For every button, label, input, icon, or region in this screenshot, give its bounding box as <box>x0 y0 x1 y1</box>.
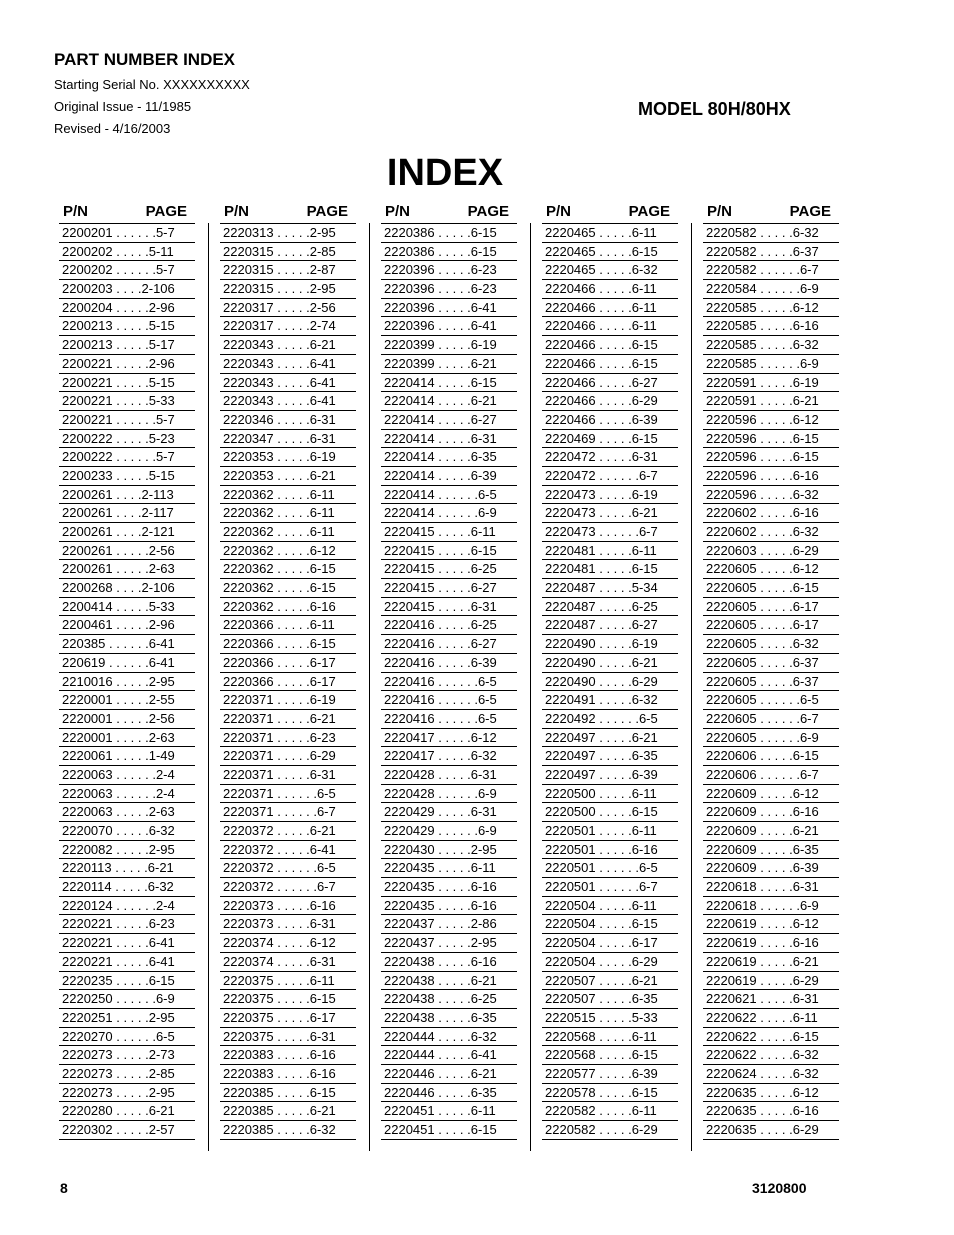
index-entry: 2220343 . . . . .6-41 <box>220 355 356 374</box>
index-entry: 2220635 . . . . .6-12 <box>703 1084 839 1103</box>
index-entry: 2220490 . . . . .6-19 <box>542 635 678 654</box>
index-list <box>542 223 678 1140</box>
index-entry: 2220416 . . . . .6-25 <box>381 616 517 635</box>
index-entry: 2220371 . . . . .6-29 <box>220 747 356 766</box>
index-entry: 2220568 . . . . .6-11 <box>542 1028 678 1047</box>
index-entry: 2220609 . . . . .6-35 <box>703 841 839 860</box>
page-header: PAGE <box>467 203 509 220</box>
index-entry: 2220353 . . . . .6-19 <box>220 448 356 467</box>
index-entry: 2220371 . . . . .6-31 <box>220 766 356 785</box>
index-entry: 2220415 . . . . .6-15 <box>381 542 517 561</box>
index-entry: 2220417 . . . . .6-32 <box>381 747 517 766</box>
index-entry: 2220414 . . . . .6-39 <box>381 467 517 486</box>
index-entry: 2220415 . . . . .6-11 <box>381 523 517 542</box>
index-entry: 2220466 . . . . .6-15 <box>542 355 678 374</box>
index-entry: 2220487 . . . . .6-27 <box>542 616 678 635</box>
index-entry: 2220605 . . . . . .6-9 <box>703 729 839 748</box>
index-entry: 2200261 . . . .2-121 <box>59 523 195 542</box>
index-entry: 2220414 . . . . .6-21 <box>381 392 517 411</box>
index-entry: 2220469 . . . . .6-15 <box>542 430 678 449</box>
index-entry: 2220302 . . . . .2-57 <box>59 1121 195 1140</box>
index-entry: 2220416 . . . . . .6-5 <box>381 673 517 692</box>
index-entry: 2220466 . . . . .6-29 <box>542 392 678 411</box>
index-entry: 2220490 . . . . .6-21 <box>542 654 678 673</box>
index-entry: 2200203 . . . .2-106 <box>59 280 195 299</box>
index-entry: 2220624 . . . . .6-32 <box>703 1065 839 1084</box>
index-entry: 2220347 . . . . .6-31 <box>220 430 356 449</box>
index-entry: 2220585 . . . . .6-12 <box>703 299 839 318</box>
index-entry: 2200202 . . . . .5-11 <box>59 243 195 262</box>
index-entry: 2220396 . . . . .6-23 <box>381 261 517 280</box>
index-entry: 2220385 . . . . .6-15 <box>220 1084 356 1103</box>
index-entry: 2220414 . . . . . .6-9 <box>381 504 517 523</box>
index-entry: 2220473 . . . . .6-19 <box>542 486 678 505</box>
index-entry: 2220001 . . . . .2-56 <box>59 710 195 729</box>
index-entry: 2220385 . . . . .6-32 <box>220 1121 356 1140</box>
index-entry: 2220605 . . . . .6-12 <box>703 560 839 579</box>
index-entry: 2220618 . . . . . .6-9 <box>703 897 839 916</box>
index-entry: 2220416 . . . . . .6-5 <box>381 710 517 729</box>
index-entry: 2220375 . . . . .6-11 <box>220 972 356 991</box>
index-entry: 2220466 . . . . .6-27 <box>542 374 678 393</box>
index-entry: 2220396 . . . . .6-41 <box>381 299 517 318</box>
index-entry: 2200461 . . . . .2-96 <box>59 616 195 635</box>
index-entry: 2220383 . . . . .6-16 <box>220 1065 356 1084</box>
index-entry: 2220591 . . . . .6-19 <box>703 374 839 393</box>
column-header <box>542 203 678 221</box>
index-entry: 2200233 . . . . .5-15 <box>59 467 195 486</box>
index-entry: 2220605 . . . . .6-15 <box>703 579 839 598</box>
index-entry: 2220582 . . . . .6-29 <box>542 1121 678 1140</box>
index-entry: 2220070 . . . . .6-32 <box>59 822 195 841</box>
index-entry: 2220507 . . . . .6-21 <box>542 972 678 991</box>
index-entry: 2220082 . . . . .2-95 <box>59 841 195 860</box>
index-entry: 2200222 . . . . . .5-7 <box>59 448 195 467</box>
index-entry: 2220063 . . . . .2-63 <box>59 803 195 822</box>
column-header <box>381 203 517 221</box>
index-entry: 2220487 . . . . .5-34 <box>542 579 678 598</box>
index-entry: 2200221 . . . . .5-33 <box>59 392 195 411</box>
index-entry: 2220622 . . . . .6-11 <box>703 1009 839 1028</box>
index-entry: 2220451 . . . . .6-15 <box>381 1121 517 1140</box>
index-entry: 2220605 . . . . . .6-7 <box>703 710 839 729</box>
index-entry: 2220465 . . . . .6-15 <box>542 243 678 262</box>
index-entry: 2220061 . . . . .1-49 <box>59 747 195 766</box>
index-entry: 2200414 . . . . .5-33 <box>59 598 195 617</box>
index-entry: 2220602 . . . . .6-16 <box>703 504 839 523</box>
index-entry: 2220113 . . . . .6-21 <box>59 859 195 878</box>
index-entry: 2220374 . . . . .6-31 <box>220 953 356 972</box>
index-entry: 2220444 . . . . .6-32 <box>381 1028 517 1047</box>
index-entry: 2220466 . . . . .6-15 <box>542 336 678 355</box>
index-entry: 2220504 . . . . .6-17 <box>542 934 678 953</box>
index-list <box>703 223 839 1140</box>
index-entry: 2220372 . . . . .6-21 <box>220 822 356 841</box>
index-entry: 2220472 . . . . .6-31 <box>542 448 678 467</box>
index-entry: 2220396 . . . . .6-23 <box>381 280 517 299</box>
index-entry: 2220428 . . . . .6-31 <box>381 766 517 785</box>
index-entry: 2220362 . . . . .6-16 <box>220 598 356 617</box>
index-entry: 2220487 . . . . .6-25 <box>542 598 678 617</box>
index-entry: 2220466 . . . . .6-11 <box>542 299 678 318</box>
index-list <box>59 223 195 1140</box>
index-entry: 2220417 . . . . .6-12 <box>381 729 517 748</box>
index-entry: 2220438 . . . . .6-21 <box>381 972 517 991</box>
index-entry: 2220438 . . . . .6-35 <box>381 1009 517 1028</box>
index-entry: 2220414 . . . . .6-27 <box>381 411 517 430</box>
index-column-5 <box>703 203 839 1151</box>
page-number: 8 <box>60 1180 68 1196</box>
index-entry: 2220063 . . . . . .2-4 <box>59 785 195 804</box>
index-entry: 2200213 . . . . .5-15 <box>59 317 195 336</box>
index-entry: 2220346 . . . . .6-31 <box>220 411 356 430</box>
index-entry: 2220605 . . . . . .6-5 <box>703 691 839 710</box>
index-entry: 2220375 . . . . .6-31 <box>220 1028 356 1047</box>
index-entry: 2220416 . . . . . .6-5 <box>381 691 517 710</box>
index-entry: 2220584 . . . . . .6-9 <box>703 280 839 299</box>
index-entry: 2220596 . . . . .6-32 <box>703 486 839 505</box>
index-entry: 2220280 . . . . .6-21 <box>59 1102 195 1121</box>
index-entry: 2220605 . . . . .6-37 <box>703 673 839 692</box>
index-entry: 2220235 . . . . .6-15 <box>59 972 195 991</box>
index-entry: 2200213 . . . . .5-17 <box>59 336 195 355</box>
index-entry: 2220466 . . . . .6-11 <box>542 280 678 299</box>
index-entry: 2220273 . . . . .2-95 <box>59 1084 195 1103</box>
revised-date-line: Revised - 4/16/2003 <box>54 121 171 136</box>
index-entry: 2220619 . . . . .6-12 <box>703 915 839 934</box>
page-header: PAGE <box>306 203 348 220</box>
index-entry: 2220353 . . . . .6-21 <box>220 467 356 486</box>
index-entry: 2220270 . . . . . .6-5 <box>59 1028 195 1047</box>
index-list <box>381 223 517 1140</box>
index-entry: 2220491 . . . . .6-32 <box>542 691 678 710</box>
index-entry: 2220250 . . . . . .6-9 <box>59 990 195 1009</box>
index-entry: 2200221 . . . . . .5-7 <box>59 411 195 430</box>
pn-header: P/N <box>546 203 572 220</box>
index-entry: 2220375 . . . . .6-15 <box>220 990 356 1009</box>
index-column-2 <box>220 203 356 1151</box>
index-entry: 2220435 . . . . .6-11 <box>381 859 517 878</box>
index-entry: 2220415 . . . . .6-27 <box>381 579 517 598</box>
index-entry: 2220429 . . . . .6-31 <box>381 803 517 822</box>
pn-header: P/N <box>224 203 250 220</box>
index-entry: 2220507 . . . . .6-35 <box>542 990 678 1009</box>
index-entry: 2220414 . . . . .6-35 <box>381 448 517 467</box>
index-column-1 <box>59 203 195 1151</box>
index-entry: 2220372 . . . . . .6-5 <box>220 859 356 878</box>
index-entry: 2220500 . . . . .6-15 <box>542 803 678 822</box>
pn-header: P/N <box>63 203 89 220</box>
index-entry: 2220501 . . . . . .6-7 <box>542 878 678 897</box>
column-header <box>220 203 356 221</box>
index-list <box>220 223 356 1140</box>
index-entry: 2220435 . . . . .6-16 <box>381 897 517 916</box>
index-entry: 2210016 . . . . .2-95 <box>59 673 195 692</box>
index-entry: 2220606 . . . . .6-15 <box>703 747 839 766</box>
index-entry: 2200261 . . . . .2-63 <box>59 560 195 579</box>
index-entry: 2220317 . . . . .2-56 <box>220 299 356 318</box>
index-entry: 2220373 . . . . .6-16 <box>220 897 356 916</box>
index-entry: 2220501 . . . . .6-16 <box>542 841 678 860</box>
index-entry: 2220481 . . . . .6-15 <box>542 560 678 579</box>
index-entry: 2220622 . . . . .6-32 <box>703 1046 839 1065</box>
index-entry: 2200202 . . . . . .5-7 <box>59 261 195 280</box>
index-entry: 2220466 . . . . .6-11 <box>542 317 678 336</box>
index-entry: 2220497 . . . . .6-35 <box>542 747 678 766</box>
index-entry: 2220585 . . . . .6-32 <box>703 336 839 355</box>
index-entry: 2220622 . . . . .6-15 <box>703 1028 839 1047</box>
index-entry: 2220446 . . . . .6-21 <box>381 1065 517 1084</box>
index-entry: 2220582 . . . . . .6-7 <box>703 261 839 280</box>
index-entry: 2220444 . . . . .6-41 <box>381 1046 517 1065</box>
index-entry: 2220582 . . . . .6-11 <box>542 1102 678 1121</box>
page-header: PAGE <box>145 203 187 220</box>
index-entry: 2220437 . . . . .2-95 <box>381 934 517 953</box>
index-entry: 2220313 . . . . .2-95 <box>220 224 356 243</box>
index-entry: 2220609 . . . . .6-12 <box>703 785 839 804</box>
index-entry: 2220501 . . . . .6-11 <box>542 822 678 841</box>
index-entry: 2220414 . . . . .6-15 <box>381 374 517 393</box>
index-entry: 2220619 . . . . .6-16 <box>703 934 839 953</box>
index-entry: 2220490 . . . . .6-29 <box>542 673 678 692</box>
index-entry: 2200222 . . . . .5-23 <box>59 430 195 449</box>
index-columns <box>59 203 849 1151</box>
index-entry: 2220635 . . . . .6-16 <box>703 1102 839 1121</box>
index-entry: 2220465 . . . . .6-32 <box>542 261 678 280</box>
index-entry: 2220582 . . . . .6-37 <box>703 243 839 262</box>
index-entry: 2220515 . . . . .5-33 <box>542 1009 678 1028</box>
index-entry: 2220472 . . . . . .6-7 <box>542 467 678 486</box>
index-entry: 2220603 . . . . .6-29 <box>703 542 839 561</box>
index-entry: 2220383 . . . . .6-16 <box>220 1046 356 1065</box>
index-entry: 2220619 . . . . .6-21 <box>703 953 839 972</box>
index-entry: 2220602 . . . . .6-32 <box>703 523 839 542</box>
index-entry: 2220596 . . . . .6-15 <box>703 448 839 467</box>
index-entry: 2220396 . . . . .6-41 <box>381 317 517 336</box>
index-entry: 2220366 . . . . .6-15 <box>220 635 356 654</box>
index-entry: 2220221 . . . . .6-41 <box>59 953 195 972</box>
index-entry: 2220438 . . . . .6-16 <box>381 953 517 972</box>
index-entry: 2220371 . . . . . .6-5 <box>220 785 356 804</box>
index-entry: 2220415 . . . . .6-31 <box>381 598 517 617</box>
index-entry: 2220415 . . . . .6-25 <box>381 560 517 579</box>
index-entry: 2220605 . . . . .6-32 <box>703 635 839 654</box>
index-entry: 2220414 . . . . .6-31 <box>381 430 517 449</box>
index-entry: 2220063 . . . . . .2-4 <box>59 766 195 785</box>
index-entry: 2220596 . . . . .6-16 <box>703 467 839 486</box>
index-entry: 2200261 . . . .2-117 <box>59 504 195 523</box>
index-entry: 2220446 . . . . .6-35 <box>381 1084 517 1103</box>
index-entry: 2220577 . . . . .6-39 <box>542 1065 678 1084</box>
index-entry: 2220504 . . . . .6-15 <box>542 915 678 934</box>
serial-number-line: Starting Serial No. XXXXXXXXXX <box>54 77 250 92</box>
index-entry: 2220124 . . . . . .2-4 <box>59 897 195 916</box>
index-entry: 2220399 . . . . .6-19 <box>381 336 517 355</box>
index-entry: 2220251 . . . . .2-95 <box>59 1009 195 1028</box>
index-entry: 2220435 . . . . .6-16 <box>381 878 517 897</box>
index-entry: 2220001 . . . . .2-63 <box>59 729 195 748</box>
index-entry: 2220372 . . . . . .6-7 <box>220 878 356 897</box>
index-entry: 2220273 . . . . .2-73 <box>59 1046 195 1065</box>
index-entry: 2220430 . . . . .2-95 <box>381 841 517 860</box>
index-entry: 2220596 . . . . .6-15 <box>703 430 839 449</box>
pn-header: P/N <box>385 203 411 220</box>
index-entry: 2200221 . . . . .2-96 <box>59 355 195 374</box>
index-entry: 2220585 . . . . . .6-9 <box>703 355 839 374</box>
index-entry: 2220372 . . . . .6-41 <box>220 841 356 860</box>
index-entry: 2220465 . . . . .6-11 <box>542 224 678 243</box>
index-entry: 2220317 . . . . .2-74 <box>220 317 356 336</box>
index-entry: 2220504 . . . . .6-29 <box>542 953 678 972</box>
index-entry: 2220416 . . . . .6-39 <box>381 654 517 673</box>
index-entry: 2220428 . . . . . .6-9 <box>381 785 517 804</box>
index-entry: 2220568 . . . . .6-15 <box>542 1046 678 1065</box>
index-entry: 2220578 . . . . .6-15 <box>542 1084 678 1103</box>
index-entry: 2220618 . . . . .6-31 <box>703 878 839 897</box>
document-title: PART NUMBER INDEX <box>54 50 236 69</box>
index-entry: 2200201 . . . . . .5-7 <box>59 224 195 243</box>
index-entry: 2220609 . . . . .6-16 <box>703 803 839 822</box>
index-entry: 2220114 . . . . .6-32 <box>59 878 195 897</box>
index-entry: 2220343 . . . . .6-41 <box>220 374 356 393</box>
index-entry: 2220343 . . . . .6-41 <box>220 392 356 411</box>
index-entry: 2220315 . . . . .2-85 <box>220 243 356 262</box>
index-entry: 2220497 . . . . .6-39 <box>542 766 678 785</box>
index-entry: 2220315 . . . . .2-95 <box>220 280 356 299</box>
page-header: PAGE <box>789 203 831 220</box>
index-entry: 2220221 . . . . .6-41 <box>59 934 195 953</box>
index-entry: 2220605 . . . . .6-37 <box>703 654 839 673</box>
index-entry: 2220343 . . . . .6-21 <box>220 336 356 355</box>
index-entry: 220385 . . . . . .6-41 <box>59 635 195 654</box>
index-entry: 2220362 . . . . .6-11 <box>220 504 356 523</box>
index-entry: 2220373 . . . . .6-31 <box>220 915 356 934</box>
index-entry: 220619 . . . . . .6-41 <box>59 654 195 673</box>
index-entry: 2220371 . . . . . .6-7 <box>220 803 356 822</box>
index-entry: 2220596 . . . . .6-12 <box>703 411 839 430</box>
document-number: 3120800 <box>752 1180 807 1196</box>
index-entry: 2220371 . . . . .6-19 <box>220 691 356 710</box>
index-entry: 2220375 . . . . .6-17 <box>220 1009 356 1028</box>
index-entry: 2220609 . . . . .6-39 <box>703 859 839 878</box>
index-entry: 2220635 . . . . .6-29 <box>703 1121 839 1140</box>
index-entry: 2220497 . . . . .6-21 <box>542 729 678 748</box>
index-entry: 2220001 . . . . .2-55 <box>59 691 195 710</box>
index-entry: 2200204 . . . . .2-96 <box>59 299 195 318</box>
index-entry: 2220451 . . . . .6-11 <box>381 1102 517 1121</box>
index-entry: 2220621 . . . . .6-31 <box>703 990 839 1009</box>
index-entry: 2220605 . . . . .6-17 <box>703 616 839 635</box>
index-entry: 2220374 . . . . .6-12 <box>220 934 356 953</box>
index-entry: 2220466 . . . . .6-39 <box>542 411 678 430</box>
index-heading: INDEX <box>386 152 504 194</box>
index-entry: 2220366 . . . . .6-17 <box>220 654 356 673</box>
index-entry: 2220386 . . . . .6-15 <box>381 224 517 243</box>
index-entry: 2220481 . . . . .6-11 <box>542 542 678 561</box>
index-entry: 2200268 . . . .2-106 <box>59 579 195 598</box>
index-entry: 2220500 . . . . .6-11 <box>542 785 678 804</box>
index-entry: 2220416 . . . . .6-27 <box>381 635 517 654</box>
pn-header: P/N <box>707 203 733 220</box>
index-entry: 2220438 . . . . .6-25 <box>381 990 517 1009</box>
index-column-3 <box>381 203 517 1151</box>
index-entry: 2220371 . . . . .6-21 <box>220 710 356 729</box>
index-entry: 2220492 . . . . . .6-5 <box>542 710 678 729</box>
index-entry: 2220366 . . . . .6-17 <box>220 673 356 692</box>
original-issue-line: Original Issue - 11/1985 <box>54 99 192 114</box>
index-entry: 2220591 . . . . .6-21 <box>703 392 839 411</box>
index-entry: 2220366 . . . . .6-11 <box>220 616 356 635</box>
index-entry: 2220362 . . . . .6-12 <box>220 542 356 561</box>
index-entry: 2220385 . . . . .6-21 <box>220 1102 356 1121</box>
column-header <box>59 203 195 221</box>
index-entry: 2220315 . . . . .2-87 <box>220 261 356 280</box>
model-label: MODEL 80H/80HX <box>638 99 791 119</box>
index-entry: 2220221 . . . . .6-23 <box>59 915 195 934</box>
page-header: PAGE <box>628 203 670 220</box>
index-entry: 2220605 . . . . .6-17 <box>703 598 839 617</box>
index-entry: 2220582 . . . . .6-32 <box>703 224 839 243</box>
index-entry: 2220609 . . . . .6-21 <box>703 822 839 841</box>
index-entry: 2220273 . . . . .2-85 <box>59 1065 195 1084</box>
index-entry: 2220501 . . . . . .6-5 <box>542 859 678 878</box>
index-column-4 <box>542 203 678 1151</box>
index-entry: 2220619 . . . . .6-29 <box>703 972 839 991</box>
index-entry: 2220371 . . . . .6-23 <box>220 729 356 748</box>
index-entry: 2220473 . . . . . .6-7 <box>542 523 678 542</box>
index-entry: 2220399 . . . . .6-21 <box>381 355 517 374</box>
index-entry: 2220362 . . . . .6-11 <box>220 523 356 542</box>
index-entry: 2200261 . . . .2-113 <box>59 486 195 505</box>
index-entry: 2220362 . . . . .6-15 <box>220 560 356 579</box>
index-entry: 2220504 . . . . .6-11 <box>542 897 678 916</box>
index-entry: 2220606 . . . . . .6-7 <box>703 766 839 785</box>
index-entry: 2220362 . . . . .6-15 <box>220 579 356 598</box>
column-header <box>703 203 839 221</box>
index-entry: 2220437 . . . . .2-86 <box>381 915 517 934</box>
index-entry: 2220473 . . . . .6-21 <box>542 504 678 523</box>
index-entry: 2220585 . . . . .6-16 <box>703 317 839 336</box>
index-entry: 2220386 . . . . .6-15 <box>381 243 517 262</box>
index-entry: 2200261 . . . . .2-56 <box>59 542 195 561</box>
index-entry: 2220414 . . . . . .6-5 <box>381 486 517 505</box>
index-entry: 2200221 . . . . .5-15 <box>59 374 195 393</box>
index-entry: 2220429 . . . . . .6-9 <box>381 822 517 841</box>
index-entry: 2220362 . . . . .6-11 <box>220 486 356 505</box>
